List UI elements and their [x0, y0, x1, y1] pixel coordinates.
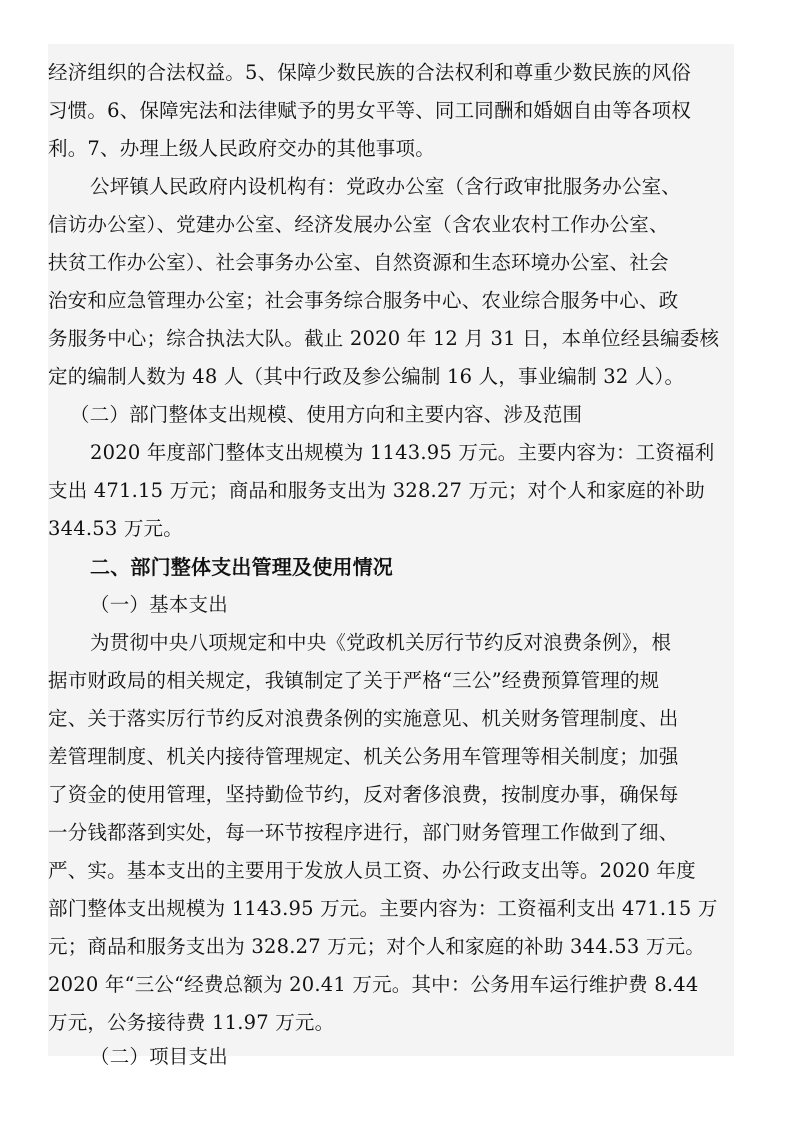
body-text-line: 习惯。6、保障宪法和法律赋予的男女平等、同工同酬和婚姻自由等各项权 [48, 99, 692, 122]
body-text-line: 扶贫工作办公室）、社会事务办公室、自然资源和生态环境办公室、社会 [48, 251, 669, 274]
body-text-line: 差管理制度、机关内接待管理规定、机关公务用车管理等相关制度；加强 [48, 745, 679, 768]
subsection-heading: （二）项目支出 [90, 1045, 228, 1068]
paragraph-first-line: 公坪镇人民政府内设机构有：党政办公室（含行政审批服务办公室、 [90, 175, 682, 198]
subsection-heading: （一）基本支出 [90, 593, 228, 616]
paragraph-first-line: 2020 年度部门整体支出规模为 1143.95 万元。主要内容为：工资福利 [90, 441, 715, 464]
paragraph-first-line: 为贯彻中央八项规定和中央《党政机关厉行节约反对浪费条例》，根 [90, 631, 672, 654]
body-text-line: 经济组织的合法权益。5、保障少数民族的合法权利和尊重少数民族的风俗 [48, 61, 692, 84]
body-text-line: 一分钱都落到实处，每一环节按程序进行，部门财务管理工作做到了细、 [48, 821, 679, 844]
body-text-line: 部门整体支出规模为 1143.95 万元。主要内容为：工资福利支出 471.15 万 [48, 897, 718, 920]
body-text-line: 344.53 万元。 [48, 517, 183, 540]
body-text-line: 了资金的使用管理，坚持勤俭节约，反对奢侈浪费，按制度办事，确保每 [48, 783, 679, 806]
body-text-line: 2020 年“三公“经费总额为 20.41 万元。其中：公务用车运行维护费 8.44 [48, 973, 699, 996]
body-text-line: 信访办公室）、党建办公室、经济发展办公室（含农业农村工作办公室、 [48, 213, 669, 236]
body-text-line: 支出 471.15 万元；商品和服务支出为 328.27 万元；对个人和家庭的补助 [48, 479, 705, 502]
body-text-line: 治安和应急管理办公室；社会事务综合服务中心、农业综合服务中心、政 [48, 289, 679, 312]
body-text-line: 元；商品和服务支出为 328.27 万元；对个人和家庭的补助 344.53 万元。 [48, 935, 705, 958]
body-text-line: 据市财政局的相关规定，我镇制定了关于严格“三公”经费预算管理的规 [48, 669, 660, 692]
body-text-line: 务服务中心；综合执法大队。截止 2020 年 12 月 31 日，本单位经县编委核 [48, 327, 720, 350]
body-text-line: 利。7、办理上级人民政府交办的其他事项。 [48, 137, 435, 160]
section-heading: 二、部门整体支出管理及使用情况 [90, 555, 393, 579]
body-text-line: 定的编制人数为 48 人（其中行政及参公编制 16 人，事业编制 32 人）。 [48, 365, 685, 388]
body-text-line: 万元，公务接待费 11.97 万元。 [48, 1011, 335, 1034]
subsection-heading: （二）部门整体支出规模、使用方向和主要内容、涉及范围 [70, 403, 583, 426]
body-text-line: 严、实。基本支出的主要用于发放人员工资、办公行政支出等。2020 年度 [48, 859, 696, 882]
document-page [48, 44, 734, 1068]
body-text-line: 定、关于落实厉行节约反对浪费条例的实施意见、机关财务管理制度、出 [48, 707, 679, 730]
